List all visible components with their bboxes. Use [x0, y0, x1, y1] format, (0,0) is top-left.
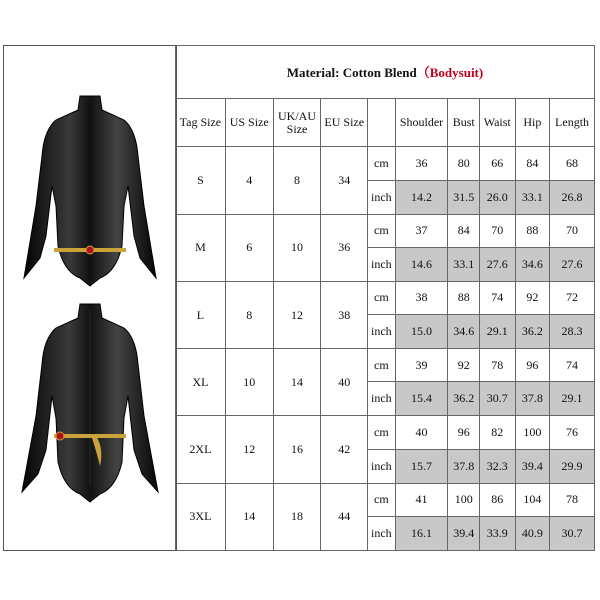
- length-cm: 70: [550, 214, 595, 247]
- uk-au-size: 16: [273, 416, 321, 483]
- size-tag: 3XL: [176, 483, 226, 550]
- unit-inch: inch: [368, 180, 395, 214]
- waist-cm: 82: [479, 416, 515, 449]
- eu-size: 34: [321, 147, 368, 214]
- bust-inch: 34.6: [448, 315, 480, 349]
- hip-cm: 84: [515, 147, 550, 180]
- length-cm: 78: [550, 483, 595, 516]
- shoulder-inch: 15.7: [395, 449, 448, 483]
- shoulder-cm: 37: [395, 214, 448, 247]
- hip-cm: 92: [515, 281, 550, 314]
- hip-cm: 88: [515, 214, 550, 247]
- waist-cm: 66: [479, 147, 515, 180]
- unit-inch: inch: [368, 516, 395, 550]
- hip-inch: 39.4: [515, 449, 550, 483]
- front-bodysuit: [24, 96, 156, 286]
- size-row-cm: [176, 483, 595, 516]
- unit-cm: cm: [368, 483, 395, 516]
- shoulder-cm: 39: [395, 349, 448, 382]
- uk-au-size: 10: [273, 214, 321, 281]
- hip-inch: 40.9: [515, 516, 550, 550]
- length-inch: 29.1: [550, 382, 595, 416]
- bust-cm: 100: [448, 483, 480, 516]
- unit-inch: inch: [368, 315, 395, 349]
- hip-inch: 37.8: [515, 382, 550, 416]
- eu-size: 42: [321, 416, 368, 483]
- size-tag: XL: [176, 349, 226, 416]
- shoulder-cm: 38: [395, 281, 448, 314]
- size-tag: 2XL: [176, 416, 226, 483]
- product-photo-panel: [4, 46, 177, 550]
- col-header-tag-size: Tag Size: [176, 99, 226, 147]
- bust-cm: 84: [448, 214, 480, 247]
- length-inch: 29.9: [550, 449, 595, 483]
- size-row-cm: [176, 214, 595, 247]
- material-title-text: Material: Cotton Blend: [286, 64, 417, 80]
- shoulder-cm: 36: [395, 147, 448, 180]
- bust-cm: 88: [448, 281, 480, 314]
- size-row-cm: [176, 281, 595, 314]
- hip-cm: 104: [515, 483, 550, 516]
- col-header-length: Length: [550, 99, 595, 147]
- eu-size: 36: [321, 214, 368, 281]
- size-tag: S: [176, 147, 226, 214]
- us-size: 4: [225, 147, 273, 214]
- unit-cm: cm: [368, 416, 395, 449]
- hip-inch: 36.2: [515, 315, 550, 349]
- us-size: 14: [225, 483, 273, 550]
- unit-cm: cm: [368, 349, 395, 382]
- hip-cm: 96: [515, 349, 550, 382]
- col-header-unit: [368, 99, 395, 147]
- size-tag: L: [176, 281, 226, 348]
- front-view-photo: [24, 96, 156, 286]
- size-row-cm: [176, 147, 595, 180]
- us-size: 12: [225, 416, 273, 483]
- length-cm: 68: [550, 147, 595, 180]
- uk-au-size: 12: [273, 281, 321, 348]
- length-inch: 30.7: [550, 516, 595, 550]
- length-inch: 28.3: [550, 315, 595, 349]
- waist-cm: 78: [479, 349, 515, 382]
- col-header-hip: Hip: [515, 99, 550, 147]
- waist-cm: 70: [479, 214, 515, 247]
- length-cm: 72: [550, 281, 595, 314]
- col-header-shoulder: Shoulder: [395, 99, 448, 147]
- col-header-waist: Waist: [479, 99, 515, 147]
- length-inch: 26.8: [550, 180, 595, 214]
- bust-inch: 31.5: [448, 180, 480, 214]
- back-belt-buckle: [56, 432, 64, 440]
- back-view-photo: [22, 304, 158, 502]
- unit-inch: inch: [368, 382, 395, 416]
- col-header-us-size: US Size: [225, 99, 273, 147]
- us-size: 8: [225, 281, 273, 348]
- size-row-cm: [176, 349, 595, 382]
- bust-inch: 39.4: [448, 516, 480, 550]
- eu-size: 38: [321, 281, 368, 348]
- shoulder-inch: 14.6: [395, 247, 448, 281]
- shoulder-inch: 16.1: [395, 516, 448, 550]
- shoulder-inch: 15.0: [395, 315, 448, 349]
- shoulder-inch: 15.4: [395, 382, 448, 416]
- unit-cm: cm: [368, 281, 395, 314]
- bust-inch: 36.2: [448, 382, 480, 416]
- shoulder-cm: 41: [395, 483, 448, 516]
- eu-size: 44: [321, 483, 368, 550]
- unit-cm: cm: [368, 147, 395, 180]
- material-title: [176, 46, 595, 99]
- hip-inch: 33.1: [515, 180, 550, 214]
- size-chart-table: [175, 45, 595, 551]
- hip-inch: 34.6: [515, 247, 550, 281]
- waist-inch: 26.0: [479, 180, 515, 214]
- waist-inch: 29.1: [479, 315, 515, 349]
- unit-inch: inch: [368, 449, 395, 483]
- col-header-eu-size: EU Size: [321, 99, 368, 147]
- col-header-uk-au-size: UK/AU Size: [273, 99, 321, 147]
- waist-inch: 30.7: [479, 382, 515, 416]
- length-cm: 74: [550, 349, 595, 382]
- waist-cm: 86: [479, 483, 515, 516]
- waist-inch: 33.9: [479, 516, 515, 550]
- eu-size: 40: [321, 349, 368, 416]
- bust-cm: 92: [448, 349, 480, 382]
- us-size: 6: [225, 214, 273, 281]
- shoulder-inch: 14.2: [395, 180, 448, 214]
- size-tag: M: [176, 214, 226, 281]
- us-size: 10: [225, 349, 273, 416]
- shoulder-cm: 40: [395, 416, 448, 449]
- length-cm: 76: [550, 416, 595, 449]
- uk-au-size: 18: [273, 483, 321, 550]
- product-photos: [4, 46, 176, 550]
- waist-cm: 74: [479, 281, 515, 314]
- size-row-cm: [176, 416, 595, 449]
- bodysuit-label: （Bodysuit): [416, 64, 484, 80]
- front-belt-buckle: [86, 246, 94, 254]
- unit-inch: inch: [368, 247, 395, 281]
- uk-au-size: 14: [273, 349, 321, 416]
- hip-cm: 100: [515, 416, 550, 449]
- bust-inch: 37.8: [448, 449, 480, 483]
- waist-inch: 27.6: [479, 247, 515, 281]
- uk-au-size: 8: [273, 147, 321, 214]
- waist-inch: 32.3: [479, 449, 515, 483]
- unit-cm: cm: [368, 214, 395, 247]
- bust-cm: 80: [448, 147, 480, 180]
- bust-inch: 33.1: [448, 247, 480, 281]
- col-header-bust: Bust: [448, 99, 480, 147]
- bust-cm: 96: [448, 416, 480, 449]
- length-inch: 27.6: [550, 247, 595, 281]
